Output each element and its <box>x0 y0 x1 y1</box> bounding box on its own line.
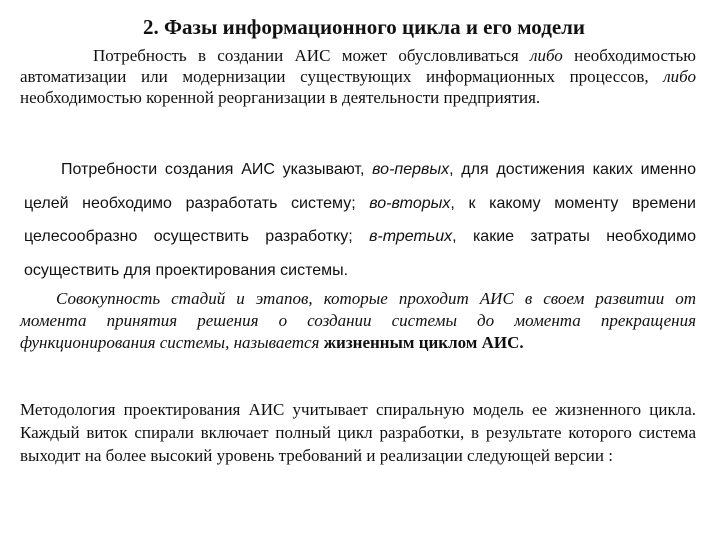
paragraph-needs-text-4: , какие затраты необходимо осуществить для проектирования системы. <box>24 228 697 279</box>
slide-title: 2. Фазы информационного цикла и его модели <box>142 15 586 39</box>
life-cycle-definition-text: Совокупность стадий и этапов, которые проходит АИС в своем развитии от момента принятия решения о создании системы до момента прекращения функционирования системы, называется <box>20 289 696 352</box>
paragraph-needs-text-1: Потребности создания АИС указывают, <box>61 161 373 178</box>
paragraph-needs-text-3: , к какому моменту времени целесообразно осуществить разработку; <box>24 194 696 245</box>
paragraph-needs-emphasis-2: во-вторых <box>369 194 451 212</box>
paragraph-needs-indicate <box>24 153 696 287</box>
paragraph-life-cycle-definition <box>20 288 696 354</box>
life-cycle-term: жизненным циклом АИС. <box>323 333 524 352</box>
paragraph-ais-need-text-2: необходимостью автоматизации или модернизации существующих информационных процессов, <box>20 46 696 86</box>
paragraph-ais-need-text-3: необходимостью коренной реорганизации в деятельности предприятия. <box>20 88 541 107</box>
paragraph-ais-need-text-1: Потребность в создании АИС может обусловливаться <box>93 46 531 65</box>
paragraph-ais-need-emphasis-1: либо <box>530 46 563 65</box>
paragraph-spiral-model: Методология проектирования АИС учитывает спиральную модель ее жизненного цикла. Каждый виток спирали включает полный цикл разработки, в результате которого система выходит на более высокий уровень требований и реализации следующей версии : <box>20 400 696 465</box>
paragraph-needs-emphasis-3: в-третьих <box>369 228 453 245</box>
paragraph-ais-need-emphasis-2: либо <box>663 67 696 86</box>
paragraph-needs-text-2: , для достижения каких именно целей необходимо разработать систему; <box>24 161 696 212</box>
paragraph-needs-emphasis-1: во-первых <box>372 161 450 178</box>
paragraph-ais-need <box>20 45 696 108</box>
